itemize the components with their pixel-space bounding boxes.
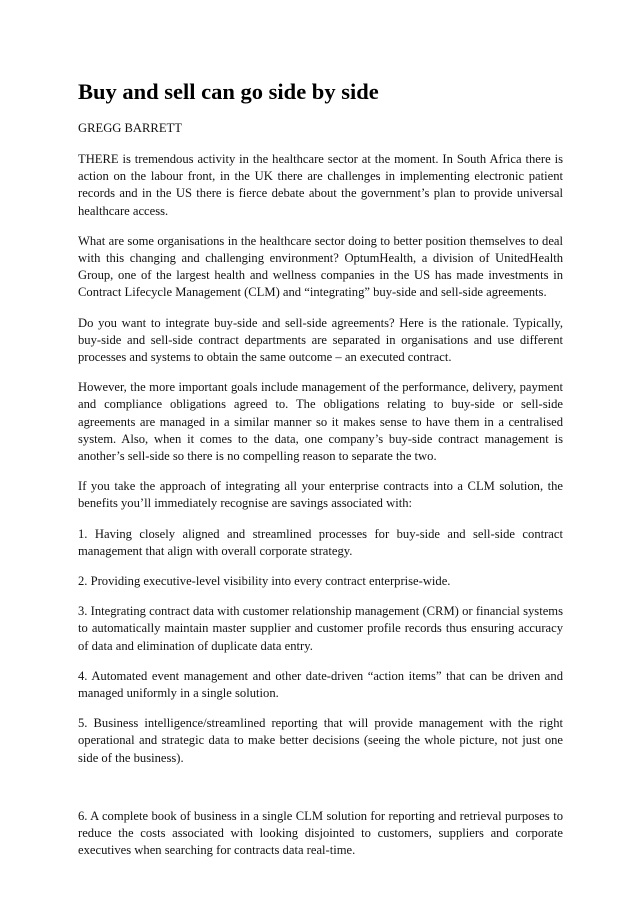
benefit-item-3: 3. Integrating contract data with customer relationship management (CRM) or financial systems to automatically maintain master supplier and customer profile records thus ensuring accuracy of data and elimination of duplicate data entry. xyxy=(78,604,563,653)
paragraph-organisations: What are some organisations in the healthcare sector doing to better position themselves to deal with this changing and challenging environment? OptumHealth, a division of UnitedHealth Group, one of the largest health and wellness companies in the US has made investments in Contract Lifecycle Management (CLM) and “integrating” buy-side and sell-side agreements. xyxy=(78,233,563,300)
paragraph-rationale: Do you want to integrate buy-side and sell-side agreements? Here is the rationale. Typically, buy-side and sell-side contract departments are separated in organisations and use different processes and systems to obtain the same outcome – an executed contract. xyxy=(78,315,563,365)
benefit-item-6: 6. A complete book of business in a single CLM solution for reporting and retrieval purposes to reduce the costs associated with looking disjointed to customers, suppliers and corporate executives when searching for contracts data real-time. xyxy=(78,808,563,858)
article-title: Buy and sell can go side by side xyxy=(78,79,379,104)
benefit-item-5: 5. Business intelligence/streamlined reporting that will provide management with the right operational and strategic data to make better decisions (seeing the whole picture, not just one side of the business). xyxy=(78,716,563,765)
benefit-item-4: 4. Automated event management and other date-driven “action items” that can be driven and managed uniformly in a single solution. xyxy=(78,668,563,701)
paragraph-goals: However, the more important goals include management of the performance, delivery, payment and compliance obligations agreed to. The obligations relating to buy-side or sell-side agreements are managed in a similar manner so it makes sense to have them in a centralised system. Also, when it comes to the data, one company’s buy-side contract management is another’s sell-side so there is no compelling reason to separate the two. xyxy=(78,380,563,464)
article-page xyxy=(78,78,563,873)
benefit-item-2: 2. Providing executive-level visibility into every contract enterprise-wide. xyxy=(78,574,451,589)
paragraph-intro: THERE is tremendous activity in the healthcare sector at the moment. In South Africa there is action on the labour front, in the UK there are challenges in implementing electronic patient records and in the US there is fierce debate about the government’s plan to provide universal healthcare access. xyxy=(78,152,563,218)
benefit-item-1: 1. Having closely aligned and streamlined processes for buy-side and sell-side contract management that align with overall corporate strategy. xyxy=(78,526,563,558)
paragraph-benefits-intro: If you take the approach of integrating all your enterprise contracts into a CLM solution, the benefits you’ll immediately recognise are savings associated with: xyxy=(78,479,563,511)
article-author: GREGG BARRETT xyxy=(78,121,182,135)
